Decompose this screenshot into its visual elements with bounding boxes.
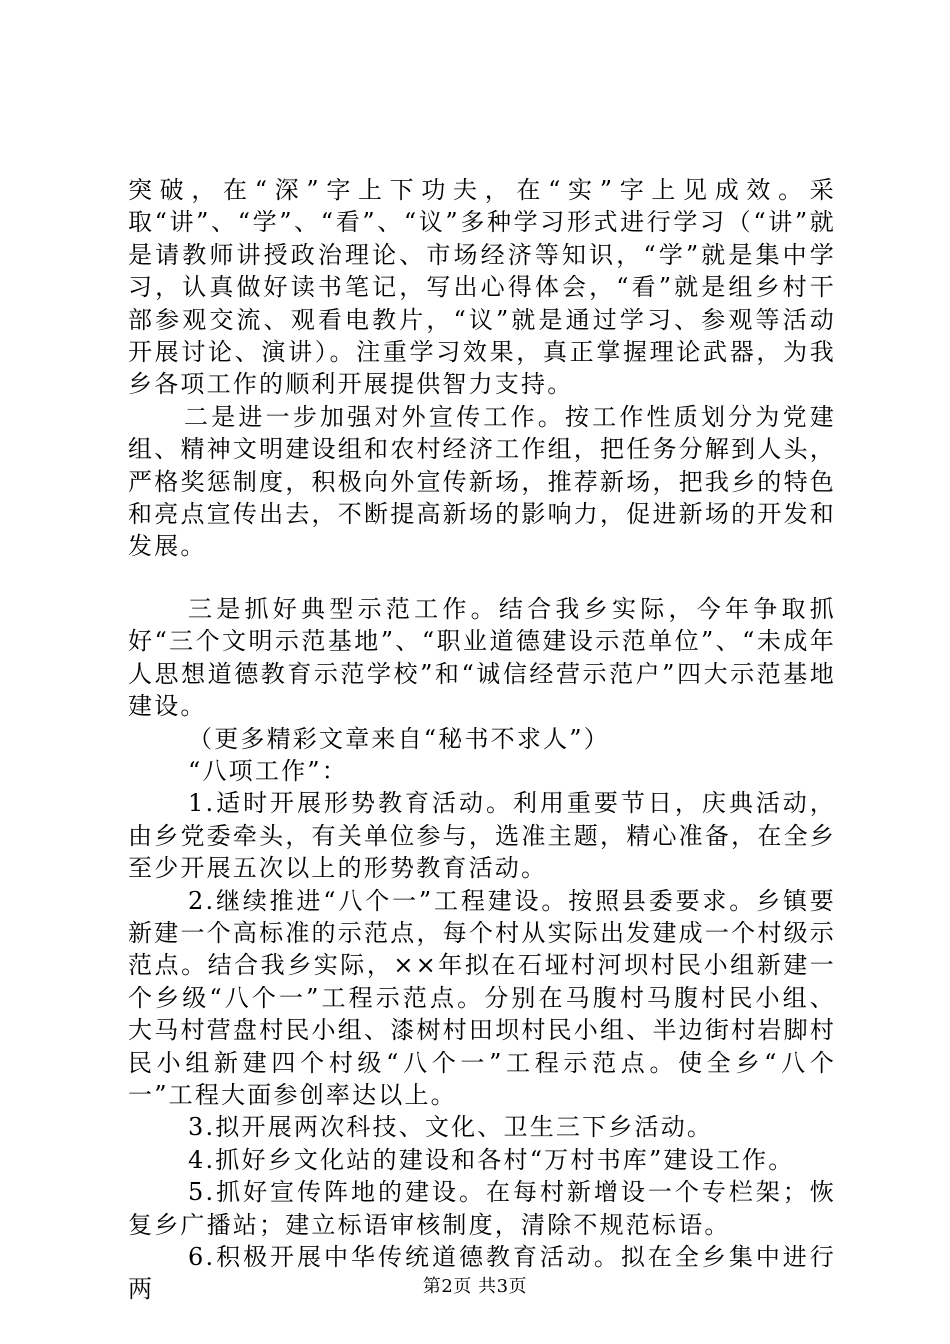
paragraph-source-note: （更多精彩文章来自“秘书不求人”） <box>188 724 610 753</box>
list-item-1: 1.适时开展形势教育活动。利用重要节日，庆典活动，由乡党委牵头，有关单位参与，选准主题，精心准备，在全乡至少开展五次以上的形势教育活动。 <box>128 789 836 883</box>
paragraph-study-methods: 突破，在“深”字上下功夫，在“实”字上见成效。采取“讲”、“学”、“看”、“议”多种学习形式进行学习（“讲”就是请教师讲授政治理论、市场经济等知识，“学”就是集中学习，认真做好读书笔记，写出心得体会，“看”就是组乡村干部参观交流、观看电教片，“议”就是通过学习、参观等活动开展讨论、演讲）。注重学习效果，真正掌握理论武器，为我乡各项工作的顺利开展提供智力支持。 <box>128 176 836 399</box>
list-item-5: 5.抓好宣传阵地的建设。在每村新增设一个专栏架；恢复乡广播站；建立标语审核制度，清除不规范标语。 <box>128 1178 836 1239</box>
page-number-footer: 第2页 共3页 <box>422 1276 528 1297</box>
list-item-6: 6.积极开展中华传统道德教育活动。拟在全乡集中进行两 <box>128 1243 836 1304</box>
list-item-3: 3.拟开展两次科技、文化、卫生三下乡活动。 <box>188 1113 714 1142</box>
list-item-2: 2.继续推进“八个一”工程建设。按照县委要求。乡镇要新建一个高标准的示范点，每个村从实际出发建成一个村级示范点。结合我乡实际，××年拟在石垭村河坝村民小组新建一个乡级“八个一”工程示范点。分别在马腹村马腹村民小组、大马村营盘村民小组、漆树村田坝村民小组、半边街村岩脚村民小组新建四个村级“八个一”工程示范点。使全乡“八个一”工程大面参创率达以上。 <box>128 886 836 1109</box>
paragraph-eight-tasks-heading: “八项工作”： <box>188 756 348 785</box>
list-item-4: 4.抓好乡文化站的建设和各村“万村书库”建设工作。 <box>188 1145 795 1174</box>
paragraph-external-publicity: 二是进一步加强对外宣传工作。按工作性质划分为党建组、精神文明建设组和农村经济工作组，把任务分解到人头，严格奖惩制度，积极向外宣传新场，推荐新场，把我乡的特色和亮点宣传出去，不断提高新场的影响力，促进新场的开发和发展。 <box>128 402 836 561</box>
paragraph-model-demonstration: 三是抓好典型示范工作。结合我乡实际，今年争取抓好“三个文明示范基地”、“职业道德建设示范单位”、“未成年人思想道德教育示范学校”和“诚信经营示范户”四大示范基地建设。 <box>128 594 836 721</box>
document-body <box>128 174 836 1306</box>
